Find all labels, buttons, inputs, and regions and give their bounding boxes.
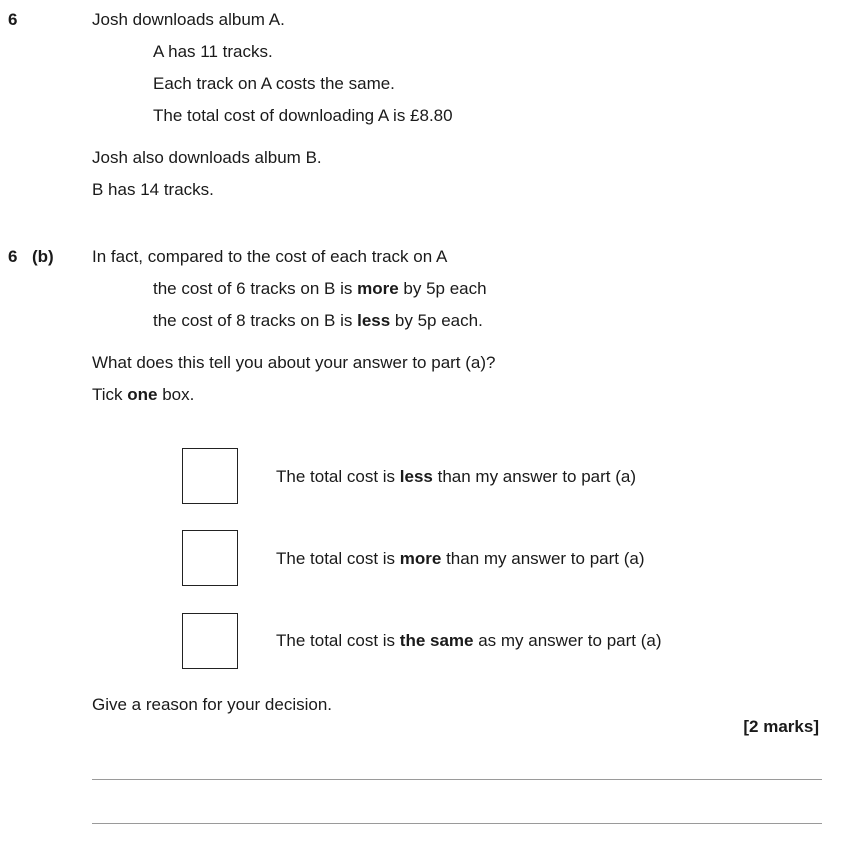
- option-more-label: [276, 549, 645, 569]
- tick-box-more[interactable]: [182, 530, 238, 586]
- option-more-post: than my answer to part (a): [441, 549, 645, 568]
- line-3-bold: less: [357, 311, 391, 330]
- option-more-pre: The total cost is: [276, 549, 400, 568]
- option-same-pre: The total cost is: [276, 631, 400, 650]
- line-3-post: by 5p each.: [390, 311, 483, 330]
- tick-pre: Tick: [92, 385, 128, 404]
- marks-label: [2 marks]: [743, 717, 819, 736]
- album-a-line-3: The total cost of downloading A is £8.80: [153, 106, 453, 125]
- answer-line-2[interactable]: [92, 823, 822, 824]
- tick-bold: one: [127, 385, 158, 404]
- option-less-pre: The total cost is: [276, 467, 400, 486]
- question-number: 6: [8, 10, 18, 29]
- part-b-line-2: [153, 279, 487, 299]
- option-same-post: as my answer to part (a): [473, 631, 662, 650]
- part-b-line-3: [153, 311, 483, 331]
- option-less-label: [276, 467, 636, 487]
- option-more-bold: more: [399, 549, 442, 568]
- album-b-line-1: Josh also downloads album B.: [92, 148, 322, 167]
- album-b-line-2: B has 14 tracks.: [92, 180, 214, 199]
- answer-line-1[interactable]: [92, 779, 822, 780]
- part-label: (b): [32, 247, 54, 266]
- album-a-line-1: A has 11 tracks.: [153, 42, 273, 61]
- album-a-line-2: Each track on A costs the same.: [153, 74, 395, 93]
- tick-instruction: [92, 385, 194, 405]
- line-2-bold: more: [357, 279, 399, 298]
- prompt-text: What does this tell you about your answer to part (a)?: [92, 353, 496, 372]
- option-same-bold: the same: [399, 631, 474, 650]
- tick-post: box.: [157, 385, 195, 404]
- reason-prompt: Give a reason for your decision.: [92, 695, 333, 714]
- part-b-line-1: In fact, compared to the cost of each track on A: [92, 247, 448, 266]
- question-intro: Josh downloads album A.: [92, 10, 285, 29]
- line-2-post: by 5p each: [398, 279, 487, 298]
- option-less-post: than my answer to part (a): [432, 467, 637, 486]
- tick-box-same[interactable]: [182, 613, 238, 669]
- option-same-label: [276, 631, 662, 651]
- option-less-bold: less: [399, 467, 433, 486]
- line-2-pre: the cost of 6 tracks on B is: [153, 279, 358, 298]
- tick-box-less[interactable]: [182, 448, 238, 504]
- part-number: 6: [8, 247, 18, 266]
- line-3-pre: the cost of 8 tracks on B is: [153, 311, 358, 330]
